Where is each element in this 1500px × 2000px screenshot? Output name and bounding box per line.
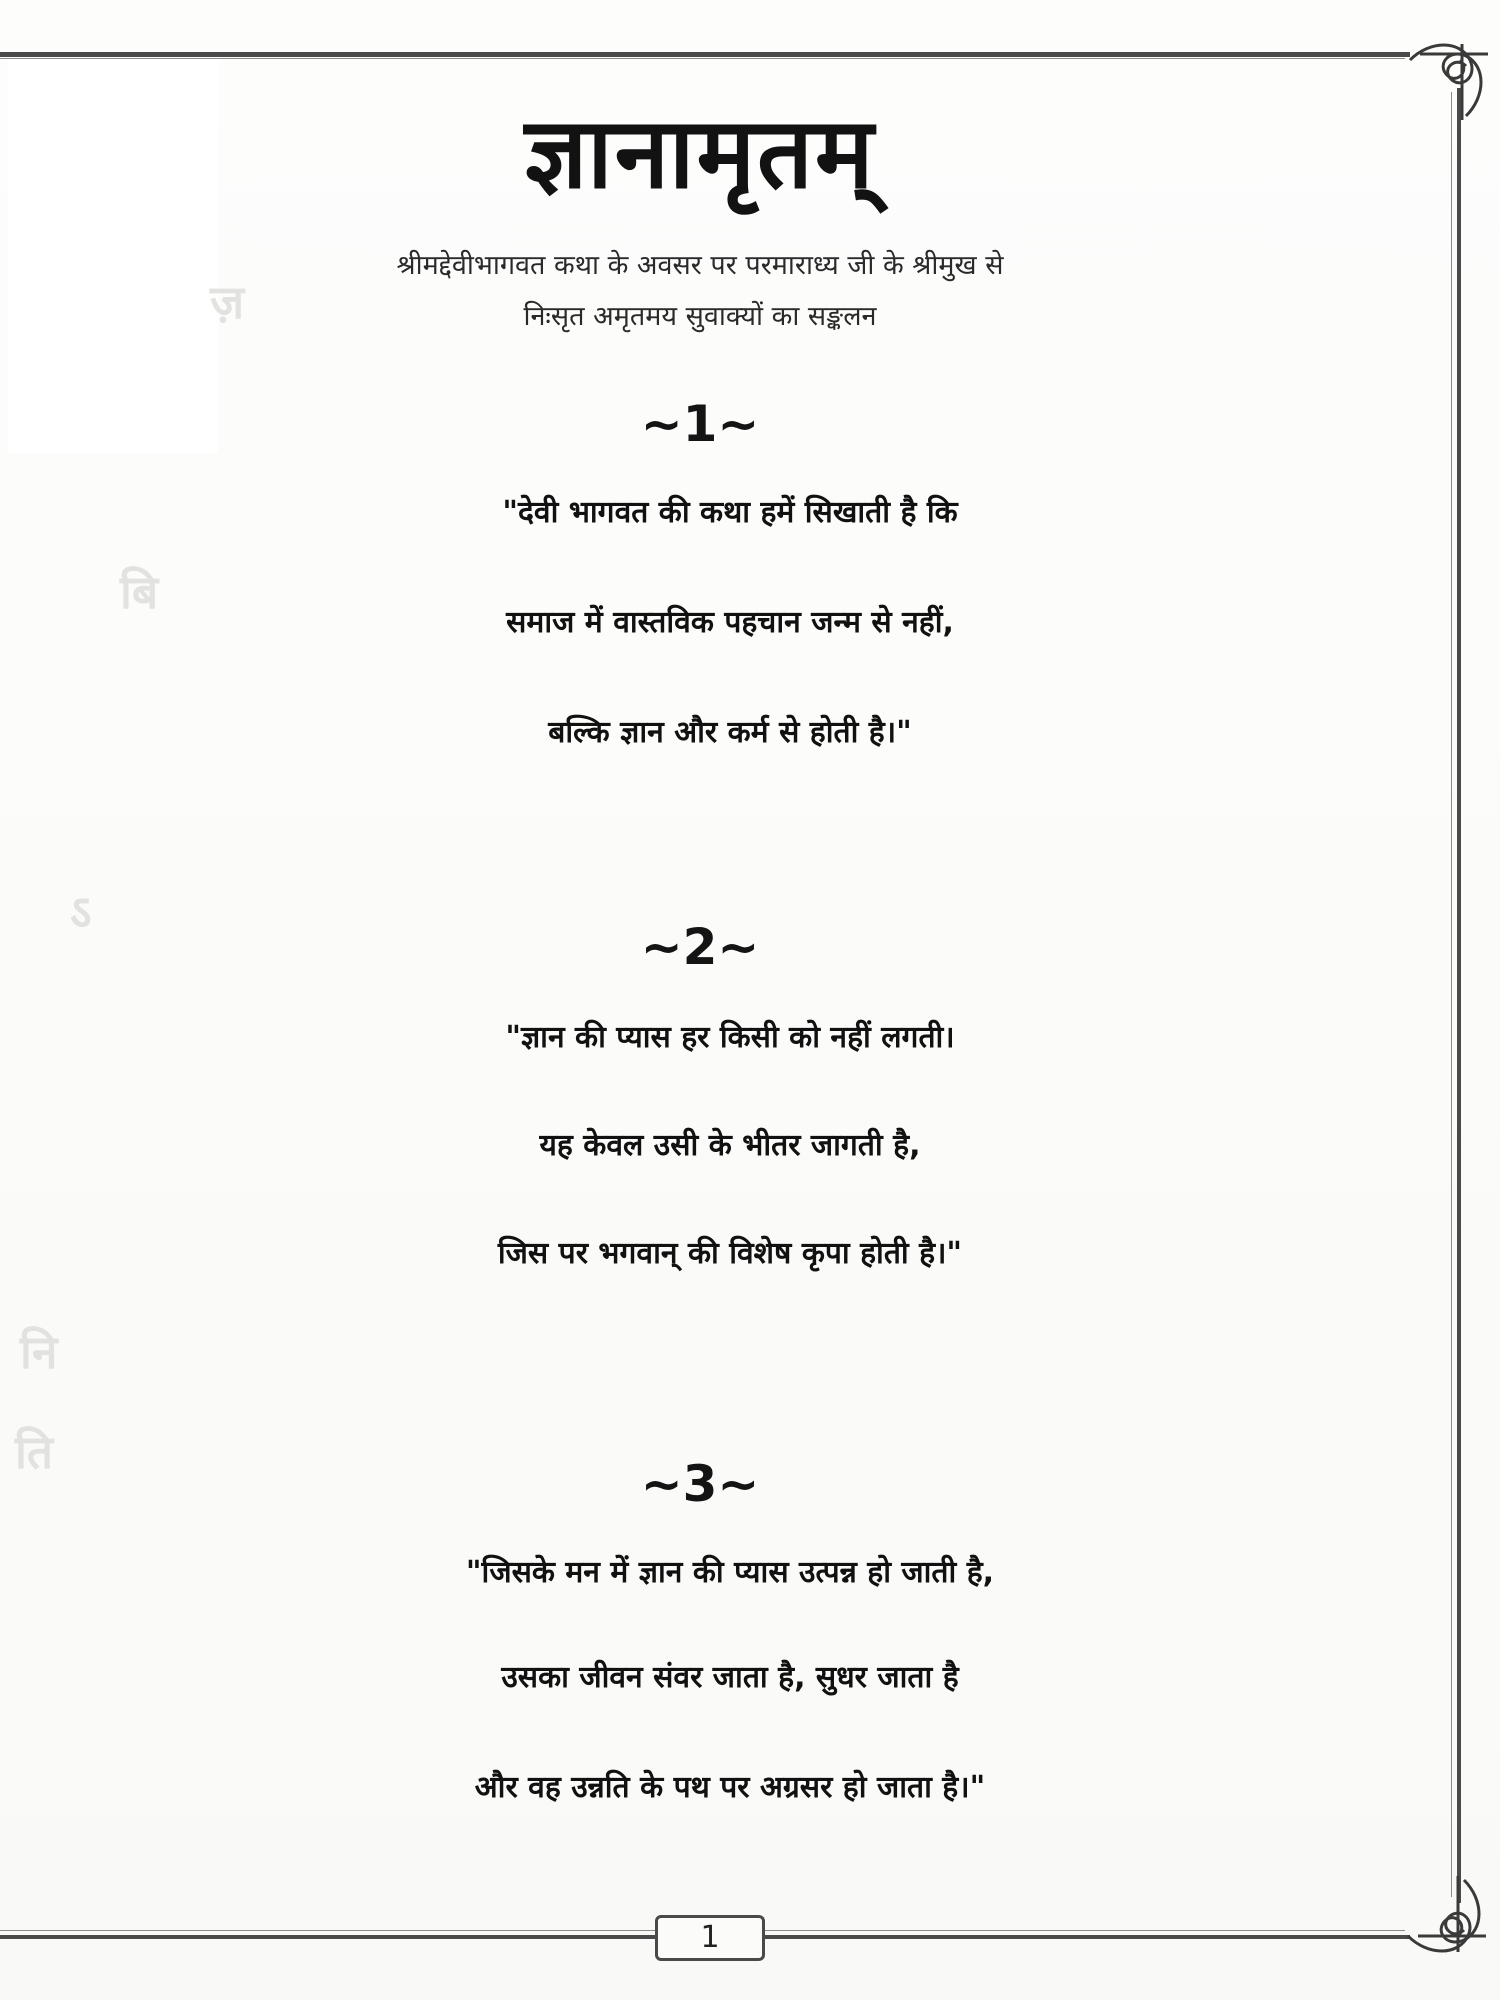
subtitle-line-1: श्रीमद्देवीभागवत कथा के अवसर पर परमाराध्य जी के श्रीमुख से bbox=[396, 250, 1004, 281]
bleed-through-mark: नि bbox=[20, 1325, 58, 1379]
frame-right-border bbox=[1457, 88, 1461, 1903]
page-number: 1 bbox=[655, 1915, 765, 1961]
subtitle-line-2: निःसृत अमृतमय सुवाक्यों का सङ्कलन bbox=[523, 301, 877, 332]
quote-line: बल्कि ज्ञान और कर्म से होती है।" bbox=[548, 715, 912, 750]
bleed-through-mark: ज़ bbox=[210, 275, 245, 329]
quote-line: समाज में वास्तविक पहचान जन्म से नहीं, bbox=[506, 605, 954, 640]
page-title: ज्ञानामृतम् bbox=[524, 96, 876, 211]
quote-number: ~3~ bbox=[640, 1455, 760, 1513]
quote-number: ~2~ bbox=[640, 918, 760, 976]
quote-line: "ज्ञान की प्यास हर किसी को नहीं लगती। bbox=[505, 1020, 955, 1055]
bleed-through-mark: ति bbox=[15, 1425, 54, 1479]
quote-line: जिस पर भगवान् की विशेष कृपा होती है।" bbox=[497, 1236, 963, 1271]
quote-line: "जिसके मन में ज्ञान की प्यास उत्पन्न हो जाती है, bbox=[465, 1555, 995, 1590]
frame-right-inner-border bbox=[1451, 92, 1452, 1897]
frame-top-inner-border bbox=[0, 58, 1405, 59]
bleed-through-mark: ऽ bbox=[70, 885, 92, 939]
bleed-through-mark: बि bbox=[120, 565, 159, 619]
scan-white-patch bbox=[8, 58, 218, 453]
quote-line: "देवी भागवत की कथा हमें सिखाती है कि bbox=[502, 495, 958, 530]
corner-ornament-bottom-right-icon bbox=[1398, 1870, 1494, 1966]
corner-ornament-top-right-icon bbox=[1400, 30, 1496, 126]
frame-top-border bbox=[0, 52, 1410, 57]
quote-number: ~1~ bbox=[640, 395, 760, 453]
quote-line: और वह उन्नति के पथ पर अग्रसर हो जाता है।" bbox=[474, 1770, 986, 1805]
quote-line: यह केवल उसी के भीतर जागती है, bbox=[539, 1128, 921, 1163]
quote-line: उसका जीवन संवर जाता है, सुधर जाता है bbox=[501, 1660, 959, 1695]
